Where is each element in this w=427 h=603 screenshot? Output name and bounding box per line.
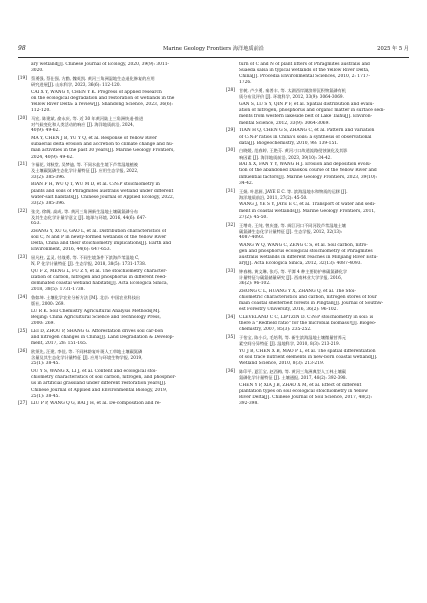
reference-number: [33] — [226, 268, 236, 274]
reference-line: 素空间分异特征 [J]. 湿地科学, 2010, 8(3): 213-219. — [239, 341, 341, 347]
reference-line: 对气候变化和人类活动的响应 [J]. 海洋地质前沿, 2024, — [31, 122, 135, 128]
reference-line: est Forestry University, 2016, 36(2): 96-102. — [239, 307, 338, 313]
reference-line: 2018, 38(5): 1731-1738. — [31, 287, 85, 293]
reference-entry — [226, 162, 408, 187]
reference-line: plantation types on soil ecological stoichiometry in Yellow — [239, 389, 369, 395]
reference-entry — [226, 202, 408, 220]
reference-entry — [18, 255, 200, 267]
reference-line: 甘树, 卢少勇, 秦普丰, 等. 太湖西岸湖滨带沉积物氮磷有机 — [239, 88, 346, 94]
reference-entry — [18, 90, 200, 115]
reference-line: ment, 2017, 28: 151-165. — [31, 341, 88, 347]
reference-line: 屈凡柱, 孟灵, 付战勇, 等. 不同生境条件下滨海芦苇湿地 C, — [31, 254, 140, 260]
reference-line: 27(2): 45-50. — [239, 214, 268, 220]
reference-line: CHEN Y P, XIA J B, ZHAO X M, et al. Effect of different — [239, 383, 362, 388]
reference-entry — [226, 383, 408, 408]
reference-line: and nitrogen changes in China[J]. Land Degradation & Develop- — [31, 335, 174, 341]
reference-entry — [18, 116, 200, 134]
reference-line: gen and phosphorus ecological stoichiometry of Phragmites — [239, 248, 373, 254]
right-column — [226, 62, 408, 409]
reference-number: [20] — [18, 116, 28, 122]
reference-entry — [18, 329, 200, 347]
reference-number: [30] — [226, 148, 236, 154]
reference-line: Beijing: China Agricultural Science and Technology Press, — [31, 315, 161, 321]
reference-line: data[J]. Biogeochemistry, 2010, 98: 139-151. — [239, 140, 339, 146]
reference-line: 计量特征与碳氮储量研究 [J]. 西南林业大学学报, 2016, — [239, 274, 343, 280]
reference-line: WANG J, YE S Y, JAYE E C, et al. Transport of water and sedi- — [239, 202, 376, 208]
reference-line: australis wetlands in different reaches in Minjiang River Estu- — [239, 254, 378, 260]
reference-entry — [226, 189, 408, 201]
reference-line: 张尖, 徐绸, 高成, 等. 黄河三角洲新生湿地土壤碳氮磷分布 — [31, 208, 138, 214]
reference-entry — [226, 269, 408, 287]
reference-line: GAN S, LU S Y, QIN P F, et al. Spatial distribution and evalu- — [239, 102, 374, 108]
reference-number: [31] — [226, 188, 236, 194]
reference-line: N, P 化学计量特征 [J]. 生态学报, 2018, 38(5): 1731-1738. — [31, 261, 147, 267]
reference-number: [32] — [226, 222, 236, 228]
reference-line: influential factors[J]. Marine Geology Frontiers, 2023, 39(10): — [239, 174, 377, 180]
reference-line: Environment, 2016, 44(6): 647-653. — [31, 247, 111, 253]
reference-entry — [18, 182, 200, 207]
reference-line: 氮磷化学计量特征 [J]. 土壤通报, 2017, 48(2): 392-398. — [239, 375, 347, 381]
journal-title: Marine Geology Frontiers 海洋地质前沿 — [163, 46, 264, 52]
reference-number: [28] — [226, 88, 236, 94]
reference-line: on the ecological degradation and restoration of wetlands in the — [31, 95, 175, 101]
reference-line: China[J]. Procedia Environmental Sciences, 2010, 2: 1717- — [239, 74, 370, 80]
reference-line: 马宏, 陈建斌, 俞永庆, 等. 近 30 年黄河陆上三角洲快退-推进 — [31, 116, 144, 122]
reference-line: 王娟, 叶思源, JAYE E C. 等. 滨海湿地水和物质的运移 [J]. — [239, 188, 348, 194]
reference-number: [21] — [18, 162, 28, 168]
reference-entry — [226, 289, 408, 314]
reference-number: [34] — [226, 315, 236, 321]
reference-line: ary wetland[J]. Chinese Journal of Ecology, 2020, 39(9): 3011- — [31, 62, 170, 67]
reference-line: water-salt habitats[J]. Chinese Journal of Applied Ecology, 2022, — [31, 194, 175, 200]
reference-number: [25] — [18, 328, 28, 334]
reference-line: 4087-4093. — [239, 234, 265, 240]
reference-line: Delta, China and their stoichiometry implications[J]. Earth and — [31, 240, 172, 246]
reference-line: soil C, N and P in newly-formed wetlands of the Yellow River — [31, 234, 167, 240]
reference-line: plants and soils of Phragmites australis wetland under different — [31, 188, 174, 194]
reference-line: 40(9): 49-62. — [31, 128, 60, 134]
reference-entry — [226, 223, 408, 241]
reference-entry — [18, 162, 200, 180]
reference-line: BAI X X, FAN Y Y, WANG H J. Erosion and deposition evolu- — [239, 162, 372, 168]
reference-line: 质分布及评价 [J]. 环境科学, 2012, 33(9): 3064-3069. — [239, 94, 344, 100]
reference-entry — [18, 269, 200, 294]
reference-line: us in artificial grassland under different restoration years[J]. — [31, 381, 167, 387]
reference-line: 及土壤碳氮磷生态化学计量特征 [J]. 应用生态学报, 2022, — [31, 168, 139, 174]
reference-line: ment in coastal wetlands[J]. Marine Geology Frontiers, 2011, — [239, 208, 376, 214]
reference-entry — [18, 136, 200, 161]
reference-line: mental Science, 2012, 33(9): 3064-3069. — [239, 120, 330, 126]
reference-line: 响因素 [J]. 海洋地质前沿, 2023, 39(10): 34-42. — [239, 154, 332, 160]
reference-line: 版社, 2000: 269. — [31, 301, 65, 307]
reference-line: ments from western lakeside belt of Lake Taihu[J]. Environ- — [239, 114, 373, 120]
reference-line: 2000: 269. — [31, 321, 55, 327]
reference-number: [23] — [18, 254, 28, 260]
reference-entry — [18, 349, 200, 367]
reference-number: [27] — [18, 401, 28, 407]
reference-line: Yellow River Delta: a review[J]. Shandong Science, 2023, 36(6): — [31, 102, 173, 108]
reference-entry — [226, 102, 408, 127]
reference-line: 欧须先, 汪建, 李佳, 等. 不同林龄复叶斑人工草地土壤碳氮磷 — [31, 349, 143, 355]
reference-number: [26] — [18, 349, 28, 355]
page-number: 98 — [18, 45, 26, 52]
reference-line: man activities in the past 30 years[J]. Marine Geology Frontiers, — [31, 148, 175, 154]
reference-line: there a "Redfield ratio" for the microbial biomass?[J]. Biogeo- — [239, 321, 377, 327]
reference-line: 碳氮磷生态化学计量特征 [J]. 生态学报, 2012, 32(13): — [239, 228, 343, 234]
reference-line: 研究进展[J]. 山东科学, 2023, 36(6): 112-120. — [31, 82, 121, 88]
reference-line: BIAN F H, WU Q T, WU M D, et al. C:N:P stoichiometry in — [31, 182, 160, 188]
reference-line: 34-42. — [239, 180, 254, 186]
reference-entry — [226, 62, 408, 87]
reference-line: dominated coastal wetland habitats[J]. Acta Ecologica Sinica, — [31, 281, 168, 287]
reference-entry — [226, 315, 408, 333]
reference-line: 653. — [31, 220, 41, 226]
reference-line: main coastal shelterbelt forests in Pingtan[J]. Journal of Southw- — [239, 301, 384, 307]
reference-line: of soil trace nutrient elements in new-born coastal wetland[J]. — [239, 355, 378, 361]
reference-line: chemistry, 2007, 85(3): 235-252. — [239, 327, 312, 333]
reference-line: YU J B, CHEN X B, MAO P L, et al. The spatial differentiation — [239, 349, 376, 355]
reference-line: of C:N:P ratios in China's soils: a synthesis of observational — [239, 134, 372, 140]
reference-number: [24] — [18, 295, 28, 300]
reference-line: subaerial delta erosion and accretion to climate change and hu- — [31, 142, 174, 148]
reference-entry — [226, 335, 408, 347]
header-rule — [18, 57, 409, 58]
reference-line: ZHONG C L, HUANG Y X, ZHANG Q, et al. The Stoi- — [239, 288, 356, 294]
reference-line: ary[J]. Acta Ecologica Sinica, 2012, 32(13): 4087-4093. — [239, 261, 362, 267]
reference-line: 蔡勇强, 蔡仕强, 方勤, 魏英凯. 黄河三角洲湿地生态退化修复的应用 — [31, 75, 155, 81]
reference-line: chiometric characteristics and carbon, nitrogen stores of four — [239, 295, 377, 300]
reference-entry — [18, 369, 200, 400]
reference-entry — [226, 88, 408, 100]
reference-entry — [18, 229, 200, 254]
reference-line: 392-398. — [239, 401, 259, 407]
reference-entry — [18, 62, 200, 74]
reference-line: turn of C and N of plant litters of Phragmites australis and — [239, 62, 370, 67]
reference-entry — [226, 369, 408, 381]
reference-line: WANG W Q, WANG C, ZENG C S, et al. Soil carbon, nitro- — [239, 242, 368, 248]
reference-line: MA Y, CHEN J B, YU Y Q, et al. Response of Yellow River — [31, 136, 157, 142]
reference-line: 3020. — [31, 68, 44, 74]
reference-line: QU F Z, MENG L, FU Z Y, et al. The stoichiometry character- — [31, 268, 168, 274]
reference-line: 33(2): 385-396. — [31, 174, 66, 180]
reference-number: [29] — [226, 128, 236, 134]
reference-line: LIU P P, WANG Q G, BAI J H, et al. De-composition and re- — [31, 401, 162, 407]
reference-entry — [18, 209, 200, 227]
reference-line: 海洋地质前沿, 2011, 27(2): 45-50. — [239, 194, 308, 200]
reference-line: 36(2): 96-102. — [239, 281, 271, 287]
reference-line: 112-120. — [31, 108, 51, 114]
reference-line: 王增奇, 王纯, 曾庆盛, 等. 闽江河口不同河段芦苇湿地土壤 — [239, 222, 346, 228]
reference-line: Chinese Journal of Applied and Environmental Biology, 2019, — [31, 387, 168, 393]
reference-line: 含量及其生态化学计量特征 [J]. 应用与环境生物学报, 2019, — [31, 355, 143, 361]
reference-number: [35] — [226, 335, 236, 341]
reference-line: 陈印平, 夏江宝, 赵西梅, 等. 黄河三角洲典型人工林土壤碳 — [239, 369, 346, 375]
reference-entry — [18, 76, 200, 88]
reference-line: tion of the abandoned Diaokou course of the Yellow River and — [239, 168, 377, 174]
left-column — [18, 62, 200, 409]
reference-line: ation of nitrogen, phosphorus and organic matter in surface sedi- — [239, 108, 385, 114]
reference-line: Wetland Science, 2010, 8(3): 213-219. — [239, 361, 325, 367]
reference-line: LEI D, ZHOU P, SHANG G. Afforestation drives soil car-bon — [31, 328, 164, 334]
reference-entry — [226, 243, 408, 268]
reference-line: 白晓媛, 范春婷, 王艳芬. 黄河刁口故道流路侵蚀演化及其影 — [239, 148, 348, 154]
reference-number: [22] — [18, 208, 28, 214]
reference-entry — [18, 401, 200, 407]
reference-line: 33(2): 385-396. — [31, 200, 66, 206]
reference-line: chiometry characteristics of soil carbon, nitrogen, and phosphor- — [31, 375, 177, 381]
reference-line: OU Y S, WANG X, LI J, et al. Content and ecological stoi- — [31, 369, 157, 375]
reference-line: ization of carbon, nitrogen and phosphorus in different reed- — [31, 274, 167, 280]
reference-entry — [226, 148, 408, 160]
reference-line: 鲁如坤. 土壤化学农业分析方法 [M]. 北京: 中国农业科技出 — [31, 295, 141, 300]
reference-line: 2024, 40(9): 49-62. — [31, 154, 74, 160]
issue-date: 2025 年 5 月 — [377, 46, 409, 52]
reference-line: River Delta[J]. Chinese Journal of Soil Science, 2017, 48(2): — [239, 395, 372, 401]
reference-line: 及其生态化学计量学意义 [J]. 地球与环境, 2016, 44(6): 647- — [31, 214, 147, 220]
reference-line: 卞福花, 刘秋堂, 吴梦迪, 等. 不同水盐生境下芦苇湿地植被 — [31, 162, 138, 168]
reference-entry — [18, 309, 200, 327]
reference-entry — [226, 128, 408, 146]
reference-line: LU R K. Soil Chemistry Agricultural Analysis Methods[M]. — [31, 308, 161, 314]
reference-entry — [18, 295, 200, 307]
reference-line: 钟春棉, 黄文琳, 张巧, 等. 平潭 4 种主要防护林碳氮磷化学 — [239, 268, 348, 274]
reference-line: Suaeda salsa in typical wetlands of the Yellow River Delta, — [239, 68, 370, 74]
reference-line: ZHANG Y, XU G, GAO L, et al. Distribution characteristics of — [31, 228, 167, 234]
reference-line: 25(1): 38-45. — [31, 393, 60, 399]
reference-line: CAI X Y, WANG Y, CHEN Y K. Progress of applied research — [31, 89, 162, 95]
reference-line: 1726. — [239, 80, 252, 86]
page-header — [18, 42, 409, 56]
reference-line: TIAN H Q, CHEN G S, ZHANG C, et al. Pattern and variation — [239, 128, 375, 134]
reference-number: [19] — [18, 75, 28, 81]
reference-number: [36] — [226, 369, 236, 375]
reference-line: CLEVELAND C C, LIPTZIN D. C:N:P stoichiometry in soil: is — [239, 315, 374, 321]
reference-entry — [226, 349, 408, 367]
reference-line: 于怡宝, 陈小兵, 毛培利, 等. 新生滨海湿地土壤微量营养元 — [239, 335, 346, 341]
reference-line: 25(1): 38-45. — [31, 361, 60, 367]
